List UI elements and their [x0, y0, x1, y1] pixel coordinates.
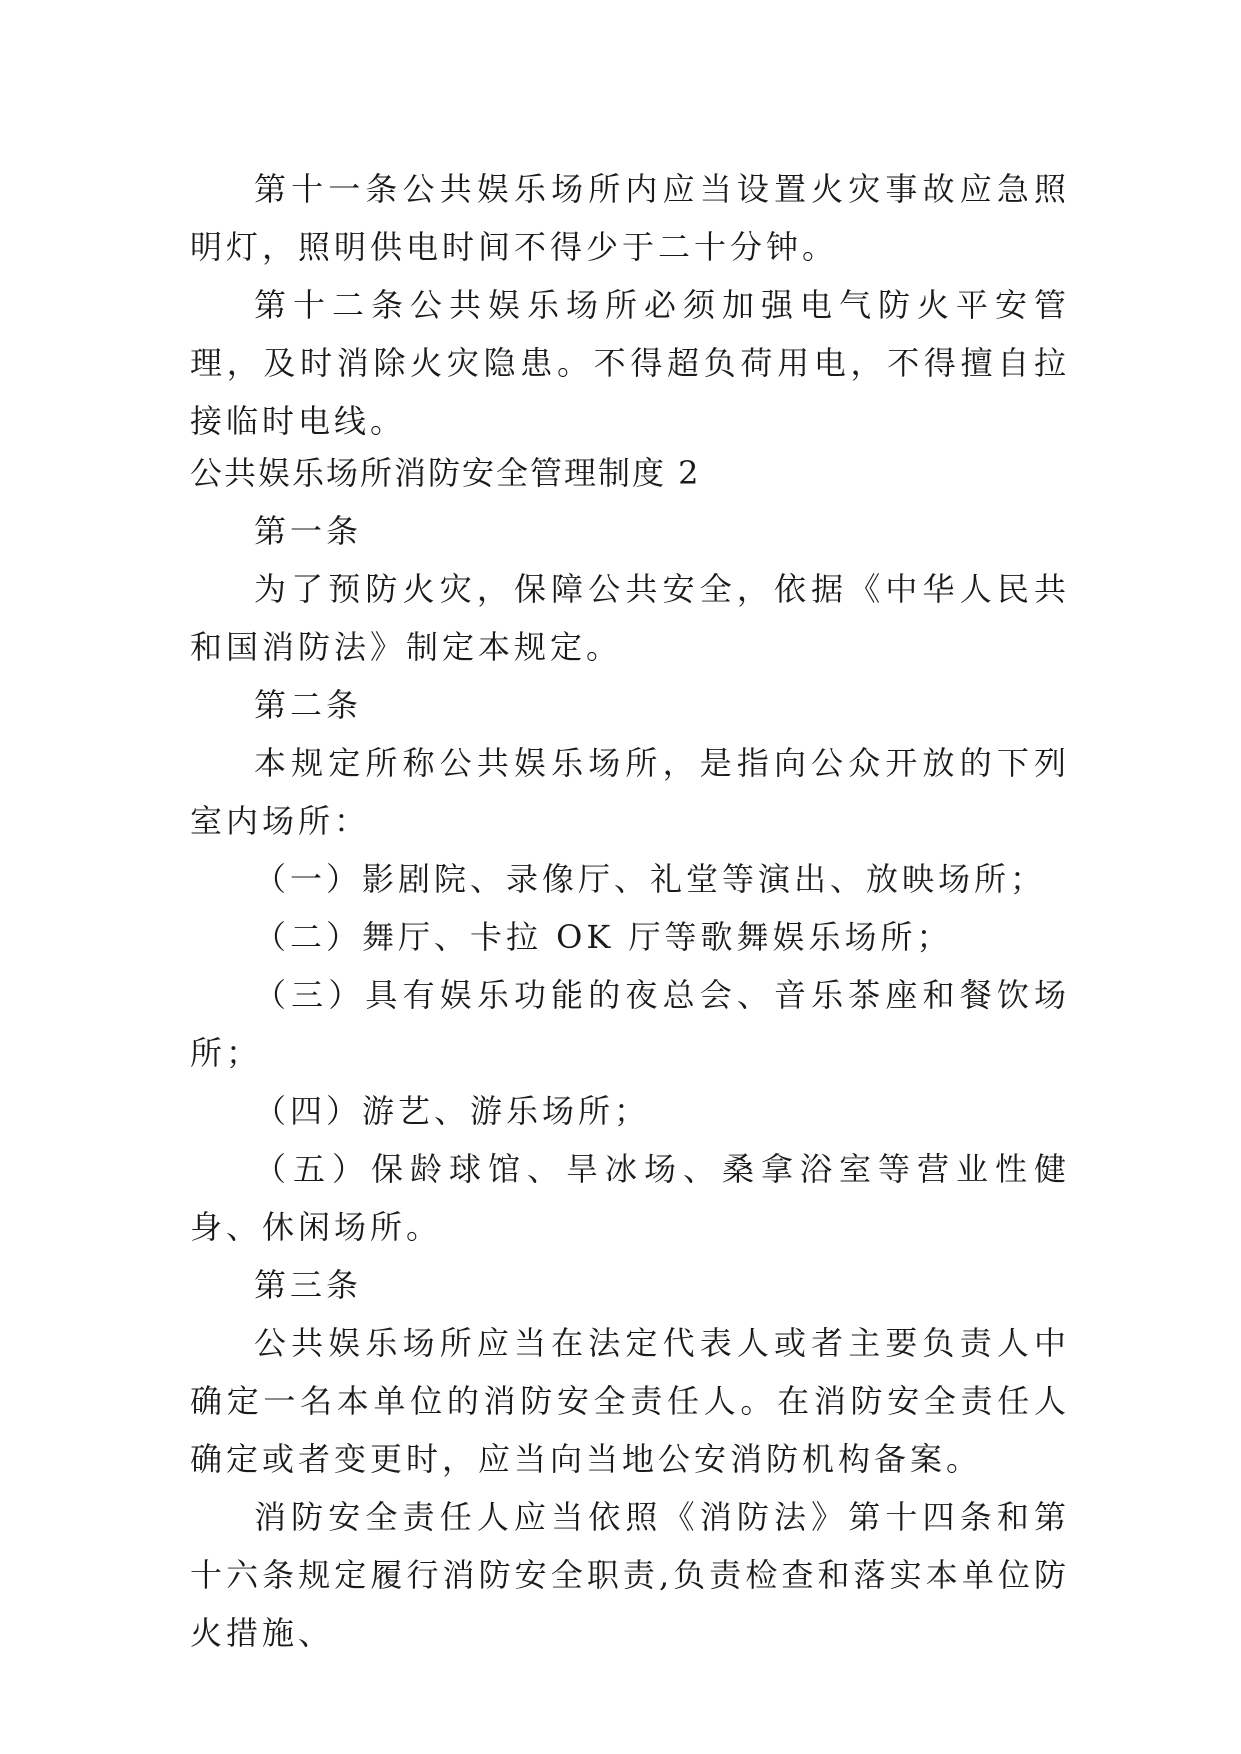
article-3-text: 公共娱乐场所应当在法定代表人或者主要负责人中确定一名本单位的消防安全责任人。在消防安全责任人确定或者变更时，应当向当地公安消防机构备案。: [190, 1324, 1070, 1478]
paragraph-article-12: 第十二条公共娱乐场所必须加强电气防火平安管理，及时消除火灾隐患。不得超负荷用电，不得擅自拉接临时电线。: [190, 286, 1070, 440]
section-one: [190, 160, 1070, 450]
article-2-item-3: （三）具有娱乐功能的夜总会、音乐茶座和餐饮场所；: [190, 976, 1070, 1072]
section-two: [190, 444, 1070, 1662]
article-1-title: 第一条: [254, 512, 363, 550]
section-heading: 公共娱乐场所消防安全管理制度 2: [190, 454, 701, 492]
article-2-item-4: （四）游艺、游乐场所；: [254, 1092, 651, 1130]
article-2-item-1: （一）影剧院、录像厅、礼堂等演出、放映场所；: [254, 860, 1047, 898]
article-3-title: 第三条: [254, 1266, 363, 1304]
article-2-item-5: （五）保龄球馆、旱冰场、桑拿浴室等营业性健身、休闲场所。: [190, 1150, 1070, 1246]
article-2-text: 本规定所称公共娱乐场所，是指向公众开放的下列室内场所：: [190, 744, 1070, 840]
paragraph-article-11: 第十一条公共娱乐场所内应当设置火灾事故应急照明灯，照明供电时间不得少于二十分钟。: [190, 170, 1070, 266]
article-3-text-2: 消防安全责任人应当依照《消防法》第十四条和第十六条规定履行消防安全职责,负责检查和落实本单位防火措施、: [190, 1498, 1070, 1652]
article-2-item-2: （二）舞厅、卡拉 OK 厅等歌舞娱乐场所；: [254, 918, 953, 956]
article-1-text: 为了预防火灾，保障公共安全，依据《中华人民共和国消防法》制定本规定。: [190, 570, 1070, 666]
article-2-title: 第二条: [254, 686, 363, 724]
